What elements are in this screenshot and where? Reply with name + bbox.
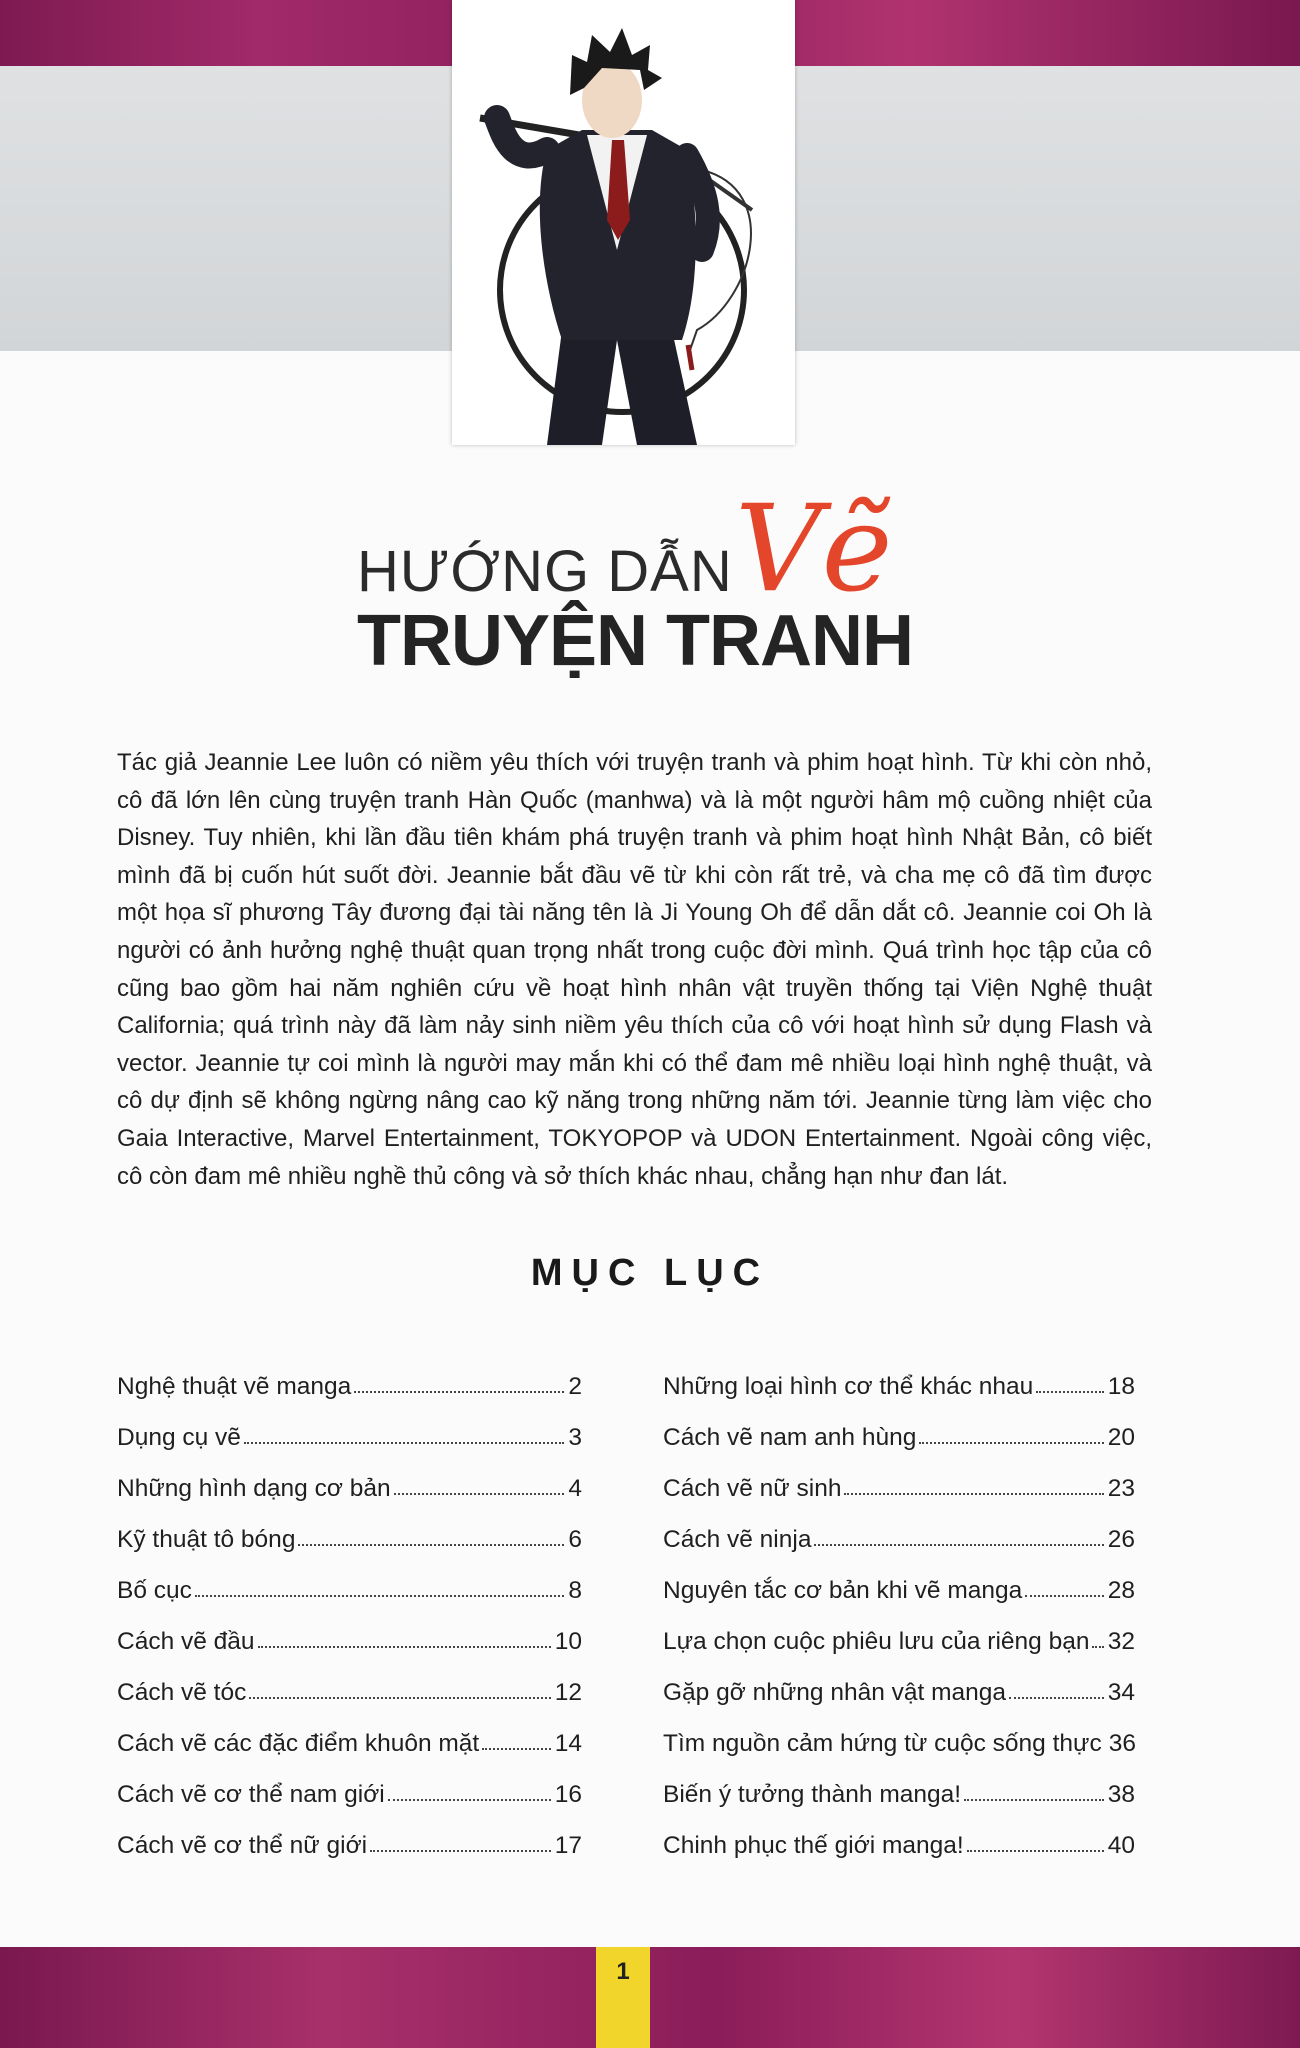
toc-item: Cách vẽ cơ thể nam giới 16: [117, 1781, 582, 1808]
toc-item: Chinh phục thế giới manga! 40: [663, 1832, 1135, 1859]
toc-item: Cách vẽ nam anh hùng 20: [663, 1424, 1135, 1451]
toc-item: Gặp gỡ những nhân vật manga 34: [663, 1679, 1135, 1706]
toc-heading: MỤC LỤC: [530, 1252, 770, 1294]
toc-right-column: [663, 1350, 1135, 1860]
toc-item: Nghệ thuật vẽ manga 2: [117, 1373, 582, 1400]
toc-item: Bố cục 8: [117, 1577, 582, 1604]
toc-item: Cách vẽ các đặc điểm khuôn mặt 14: [117, 1730, 582, 1757]
toc-item: Những loại hình cơ thể khác nhau 18: [663, 1373, 1135, 1400]
toc-item: Kỹ thuật tô bóng 6: [117, 1526, 582, 1553]
toc-item: Cách vẽ đầu 10: [117, 1628, 582, 1655]
toc-item: Tìm nguồn cảm hứng từ cuộc sống thực 36: [663, 1730, 1136, 1757]
toc-item: Nguyên tắc cơ bản khi vẽ manga 28: [663, 1577, 1135, 1604]
toc-left-column: [117, 1350, 582, 1860]
toc-item: Cách vẽ cơ thể nữ giới 17: [117, 1832, 582, 1859]
toc-item: Cách vẽ tóc 12: [117, 1679, 582, 1706]
toc-item: Dụng cụ vẽ 3: [117, 1424, 582, 1451]
bottom-magenta-band: [0, 1947, 1300, 2048]
toc-item: Những hình dạng cơ bản 4: [117, 1475, 582, 1502]
character-illustration: [452, 0, 795, 445]
page-number: 1: [616, 1958, 630, 1985]
title-line-1: HƯỚNG DẪN: [357, 539, 733, 604]
toc-item: Cách vẽ nữ sinh 23: [663, 1475, 1135, 1502]
author-bio: Tác giả Jeannie Lee luôn có niềm yêu thích với truyện tranh và phim hoạt hình. Từ khi còn nhỏ, cô đã lớn lên cùng truyện tranh Hàn Quốc (manhwa) và là một người hâm mộ cuồng nhiệt của Disney. Tuy nhiên, khi lần đầu tiên khám phá truyện tranh và phim hoạt hình Nhật Bản, cô biết mình đã bị cuốn hút suốt đời. Jeannie bắt đầu vẽ từ khi còn rất trẻ, và cha mẹ cô đã tìm được một họa sĩ phương Tây đương đại tài năng tên là Ji Young Oh để dẫn dắt cô. Jeannie coi Oh là người có ảnh hưởng nghệ thuật quan trọng nhất trong cuộc đời mình. Quá trình học tập của cô cũng bao gồm hai năm nghiên cứu về hoạt hình nhân vật truyền thống tại Viện Nghệ thuật California; quá trình này đã làm nảy sinh niềm yêu thích của cô với hoạt hình sử dụng Flash và vector. Jeannie tự coi mình là người may mắn khi có thể đam mê nhiều loại hình nghệ thuật, và cô dự định sẽ không ngừng nâng cao kỹ năng trong những năm tới. Jeannie từng làm việc cho Gaia Interactive, Marvel Entertainment, TOKYOPOP và UDON Entertainment. Ngoài công việc, cô còn đam mê nhiều nghề thủ công và sở thích khác nhau, chẳng hạn như đan lát.: [117, 749, 1152, 1190]
toc-item: Cách vẽ ninja 26: [663, 1526, 1135, 1553]
title-line-2: TRUYỆN TRANH: [357, 601, 913, 681]
toc-item: Lựa chọn cuộc phiêu lưu của riêng bạn 32: [663, 1628, 1135, 1655]
toc-item: Biến ý tưởng thành manga! 38: [663, 1781, 1135, 1808]
title-accent: Vẽ: [735, 480, 893, 619]
